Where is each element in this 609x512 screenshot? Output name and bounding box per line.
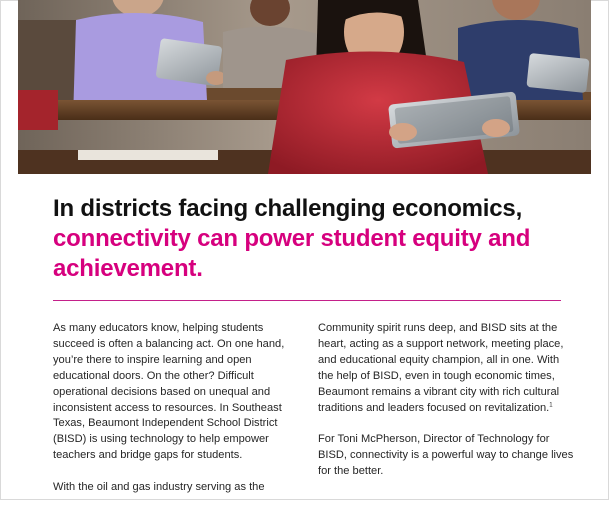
left-paragraph-2: With the oil and gas industry serving as the: [53, 481, 265, 494]
section-divider: [53, 300, 561, 301]
right-paragraph-1: [318, 321, 574, 416]
hero-photo: [18, 0, 591, 174]
body-column-left: [53, 321, 305, 512]
headline-line-accent: connectivity can power student equity and achievement.: [53, 225, 531, 282]
classroom-photo-icon: [18, 0, 591, 174]
left-paragraph-1: As many educators know, helping students succeed is often a balancing act. On one hand, you’re there to inspire learning and open educational doors. On the other? Difficult operational decisions based on unequal and inconsistent access to resources. In Southeast Texas, Beaumont Independent School District (BISD) is using technology to help empower teachers and bridge gaps for students.: [53, 322, 285, 462]
right-paragraph-1-text: Community spirit runs deep, and BISD sits at the heart, acting as a support network, meeting place, and educational equity champion, all in one. With the help of BISD, even in tough economic times, Beaumont remains a vibrant city with rich cultural traditions and leaders focused on revitalization.: [318, 322, 564, 414]
footnote-marker: 1: [549, 401, 553, 408]
headline-line-black: In districts facing challenging economics,: [53, 195, 523, 222]
page-headline: [53, 194, 573, 284]
body-column-right: [318, 321, 574, 496]
right-paragraph-2: For Toni McPherson, Director of Technology for BISD, connectivity is a powerful way to change lives for the better.: [318, 433, 574, 478]
